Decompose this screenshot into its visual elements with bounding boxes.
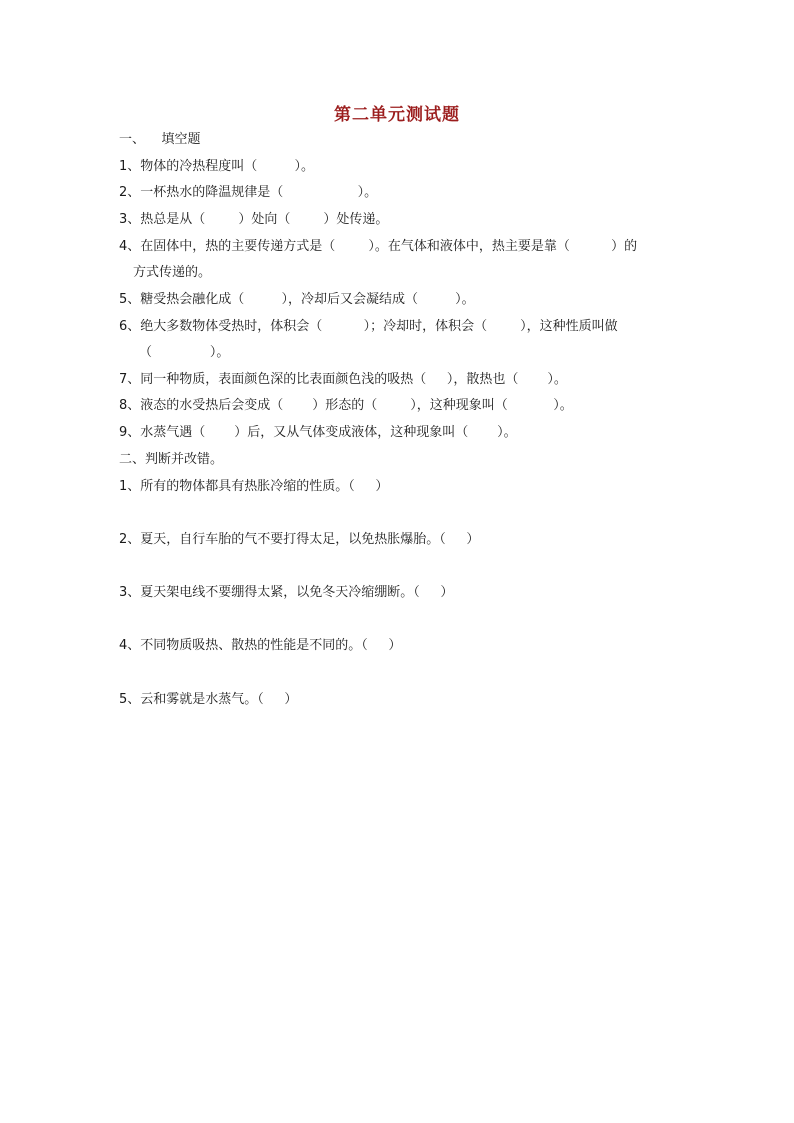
section-heading-judge: 二、判断并改错。: [119, 452, 224, 467]
question-line-continuation: （ ）。: [139, 345, 230, 360]
question-line: 8、液态的水受热后会变成（ ）形态的（ ），这种现象叫（ ）。: [119, 398, 573, 413]
judge-question-line: 2、夏天，自行车胎的气不要打得太足，以免热胀爆胎。（ ）: [119, 532, 480, 547]
judge-question-line: 4、不同物质吸热、散热的性能是不同的。（ ）: [119, 638, 402, 653]
judge-question-line: 1、所有的物体都具有热胀冷缩的性质。（ ）: [119, 479, 389, 494]
question-line: 7、同一种物质，表面颜色深的比表面颜色浅的吸热（ ），散热也（ ）。: [119, 372, 567, 387]
section-heading-fill-blanks: 一、 填空题: [119, 132, 201, 147]
question-line: 2、一杯热水的降温规律是（ ）。: [119, 185, 378, 200]
judge-question-line: 3、夏天架电线不要绷得太紧，以免冬天冷缩绷断。（ ）: [119, 585, 454, 600]
question-line: 3、热总是从（ ）处向（ ）处传递。: [119, 212, 389, 227]
judge-question-line: 5、云和雾就是水蒸气。（ ）: [119, 692, 298, 707]
question-line-continuation: 方式传递的。: [133, 265, 212, 280]
page-title: 第二单元测试题: [334, 105, 460, 125]
question-line: 5、糖受热会融化成（ ），冷却后又会凝结成（ ）。: [119, 292, 475, 307]
question-line: 6、绝大多数物体受热时，体积会（ ）；冷却时，体积会（ ），这种性质叫做: [119, 319, 618, 334]
question-line: 4、在固体中，热的主要传递方式是（ ）。在气体和液体中，热主要是靠（ ）的: [119, 239, 638, 254]
question-line: 9、水蒸气遇（ ）后，又从气体变成液体，这种现象叫（ ）。: [119, 425, 517, 440]
question-line: 1、物体的冷热程度叫（ ）。: [119, 159, 314, 174]
